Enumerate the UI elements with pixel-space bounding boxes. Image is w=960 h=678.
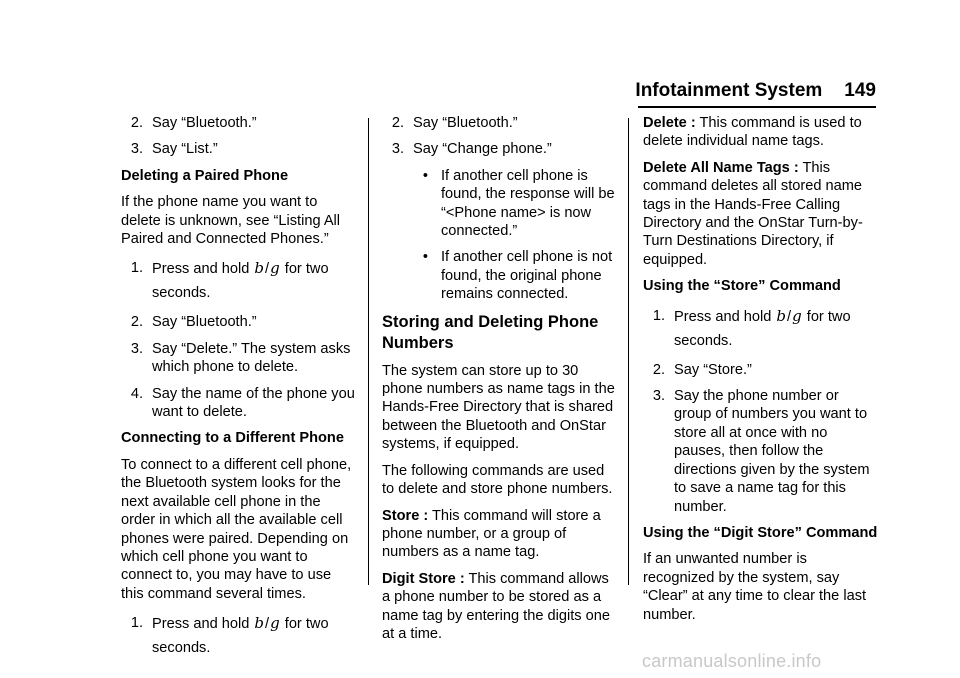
bullet: •	[422, 167, 428, 184]
list-item: 2. Say “Bluetooth.”	[130, 314, 257, 331]
phone-icon: g	[270, 614, 280, 633]
heading-deleting-paired-phone: Deleting a Paired Phone	[121, 167, 289, 184]
push-to-talk-icon: b	[254, 259, 265, 278]
list-item: 2. Say “Bluetooth.”	[130, 115, 257, 131]
header-rule	[638, 106, 876, 108]
watermark: carmanualsonline.info	[642, 651, 822, 671]
section-title: Infotainment System	[635, 80, 823, 101]
list-item: 1. Press and hold b/g for two seconds.	[121, 611, 357, 660]
heading-connecting-different-phone: Connecting to a Different Phone	[121, 430, 344, 447]
column-divider-1	[368, 118, 369, 585]
list-item: 1. Press and hold b/g for two seconds.	[121, 256, 357, 305]
bullet-item: • If another cell phone is not found, the original phone remains connected.	[382, 248, 618, 303]
paragraph-connect: To connect to a different cell phone, the Bluetooth system looks for the next available cell phone in the order in which all the available cell phones were paired. Depending on which cell phone you want to connect to, you may have to use this command several times.	[121, 456, 352, 602]
header-text	[635, 82, 876, 100]
heading-using-digit-store: Using the “Digit Store” Command	[643, 524, 878, 541]
column-divider-2	[628, 118, 629, 585]
list-item: 2. Say “Bluetooth.”	[391, 115, 518, 131]
heading-using-store: Using the “Store” Command	[643, 278, 841, 295]
phone-icon: g	[270, 259, 280, 278]
list-item: 3. Say “Change phone.”	[391, 141, 552, 158]
push-to-talk-icon: b	[776, 306, 787, 325]
page-number: 149	[844, 80, 876, 101]
definition-store: Store : This command will store a phone number, or a group of numbers as a name tag.	[382, 507, 601, 561]
definition-digit-store: Digit Store : This command allows a phone number to be stored as a name tag by entering the digits one at a time.	[382, 570, 610, 642]
bullet-item: • If another cell phone is found, the response will be “<Phone name> is now connected.”	[382, 167, 618, 241]
paragraph-digit-store: If an unwanted number is recognized by the system, say “Clear” at any time to clear the last number.	[643, 551, 867, 623]
list-item: 4. Say the name of the phone you want to delete.	[130, 385, 355, 421]
phone-icon: g	[792, 306, 802, 325]
list-item: 1. Press and hold b/g for two seconds.	[643, 304, 879, 353]
definition-delete: Delete : This command is used to delete individual name tags.	[643, 115, 862, 150]
paragraph-storing-1: The system can store up to 30 phone numbers as name tags in the Hands-Free Directory that is shared between the Bluetooth and OnStar systems, if equipped.	[382, 362, 615, 453]
bullet: •	[422, 249, 428, 266]
heading-storing-deleting: Storing and Deleting Phone Numbers	[382, 312, 599, 352]
list-item: 3. Say “List.”	[130, 141, 218, 158]
column-3	[643, 114, 879, 632]
paragraph-delete: If the phone name you want to delete is unknown, see “Listing All Paired and Connected Phones.”	[121, 194, 341, 248]
list-item: 3. Say “Delete.” The system asks which phone to delete.	[130, 340, 351, 376]
paragraph-storing-2: The following commands are used to delete and store phone numbers.	[382, 462, 613, 498]
list-item: 3. Say the phone number or group of numbers you want to store all at once with no pauses, then follow the directions given by the system to save a name tag for this number.	[652, 388, 870, 515]
push-to-talk-icon: b	[254, 614, 265, 633]
column-1	[121, 114, 357, 668]
column-2	[382, 114, 618, 651]
list-item: 2. Say “Store.”	[652, 361, 752, 378]
definition-delete-all: Delete All Name Tags : This command deletes all stored name tags in the Hands-Free Calling Directory and the OnStar Turn-by-Turn Destinations Directory, if equipped.	[643, 159, 863, 268]
page-header	[120, 80, 876, 110]
